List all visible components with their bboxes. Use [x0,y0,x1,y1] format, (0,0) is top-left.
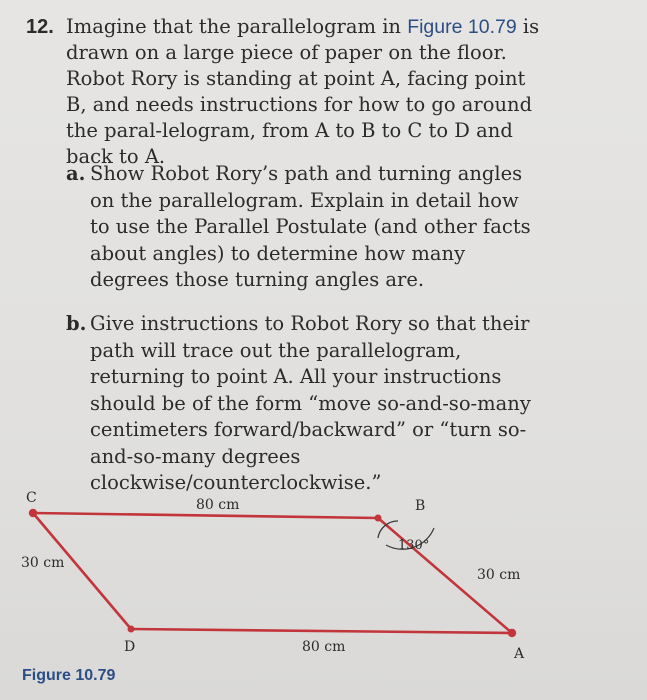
problem-text-start: Imagine that the parallelogram in [66,15,408,38]
vertex-b-dot [375,515,382,522]
edge-ad [131,629,512,633]
top-length-label: 80 cm [196,497,240,513]
problem-number: 12. [26,16,54,38]
angle-arc [378,521,398,538]
figure-reference: Figure 10.79 [407,16,517,38]
edge-cb [33,513,378,518]
angle-label: 130° [398,538,430,553]
vertex-d-label: D [124,639,136,655]
part-a-text: Show Robot Rory’s path and turning angles on the parallelogram. Explain in detail how to use the Parallel Postulate (and other facts about angles) to determine how many degrees those turning angles are. [90,162,531,291]
part-b-text: Give instructions to Robot Rory so that their path will trace out the parallelogram, returning to point A. All your instructions should be of the form “move so-and-so-many centimeters forward/backward” or “turn so-and-so-many degrees clockwise/counterclockwise.” [90,312,531,494]
vertex-c-dot [29,509,37,517]
vertex-a-label: A [514,646,525,662]
problem-text-end: is drawn on a large piece of paper on the floor. Robot Rory is standing at point A, facing point B, and needs instructions for how to go around the paral-lelogram, from A to B to C to D and back to A. [66,15,540,168]
right-length-label: 30 cm [477,567,521,583]
left-length-label: 30 cm [21,555,65,571]
vertex-d-dot [128,626,135,633]
part-a-label: a. [66,162,86,185]
vertex-b-label: B [415,498,426,514]
vertex-a-dot [508,629,516,637]
figure-caption: Figure 10.79 [22,667,116,684]
vertex-c-label: C [26,490,37,506]
bottom-length-label: 80 cm [302,639,346,655]
edge-dc [33,513,131,629]
part-b-label: b. [66,312,87,335]
